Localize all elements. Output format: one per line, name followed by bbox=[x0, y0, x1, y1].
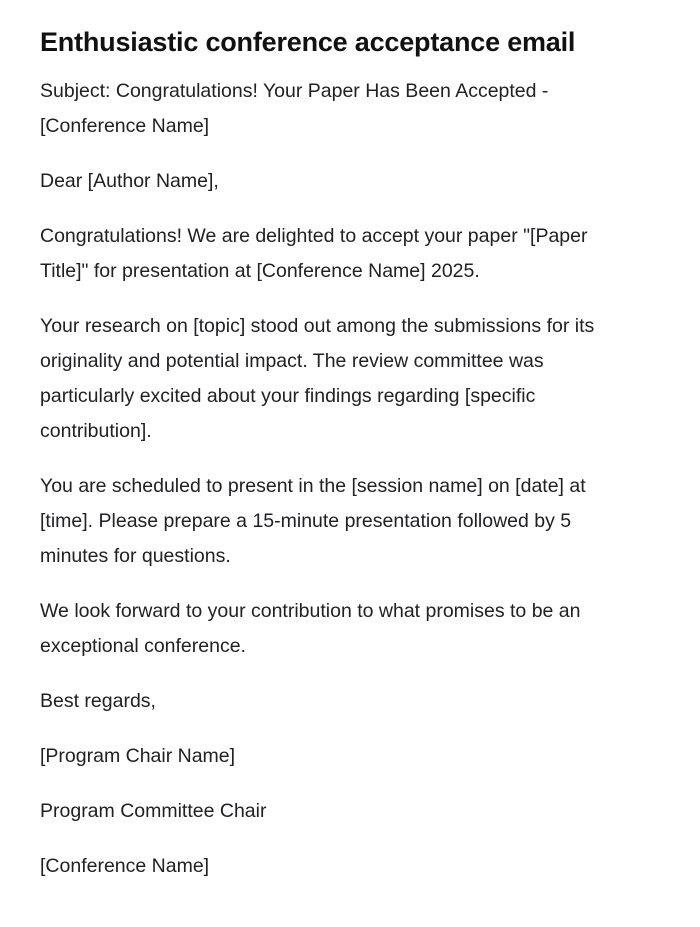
page-title: Enthusiastic conference acceptance email bbox=[40, 27, 576, 57]
paragraph-subject: Subject: Congratulations! Your Paper Has Been Accepted - [Conference Name] bbox=[40, 80, 549, 137]
paragraph-acceptance: Congratulations! We are delighted to accept your paper "[Paper Title]" for presentation at [Conference Name] 2025. bbox=[40, 225, 588, 282]
paragraph-review-feedback: Your research on [topic] stood out among the submissions for its originality and potential impact. The review committee was particularly excited about your findings regarding [specific contribution]. bbox=[40, 315, 595, 442]
paragraph-closing-remark: We look forward to your contribution to what promises to be an exceptional conference. bbox=[40, 600, 581, 657]
paragraph-sender-role: Program Committee Chair bbox=[40, 800, 267, 822]
paragraph-sender-name: [Program Chair Name] bbox=[40, 745, 236, 767]
email-body bbox=[40, 74, 640, 884]
paragraph-sender-organization: [Conference Name] bbox=[40, 855, 210, 877]
paragraph-signoff: Best regards, bbox=[40, 690, 156, 712]
paragraph-salutation: Dear [Author Name], bbox=[40, 170, 219, 192]
paragraph-schedule: You are scheduled to present in the [session name] on [date] at [time]. Please prepare a 15-minute presentation followed by 5 minutes for questions. bbox=[40, 475, 586, 567]
